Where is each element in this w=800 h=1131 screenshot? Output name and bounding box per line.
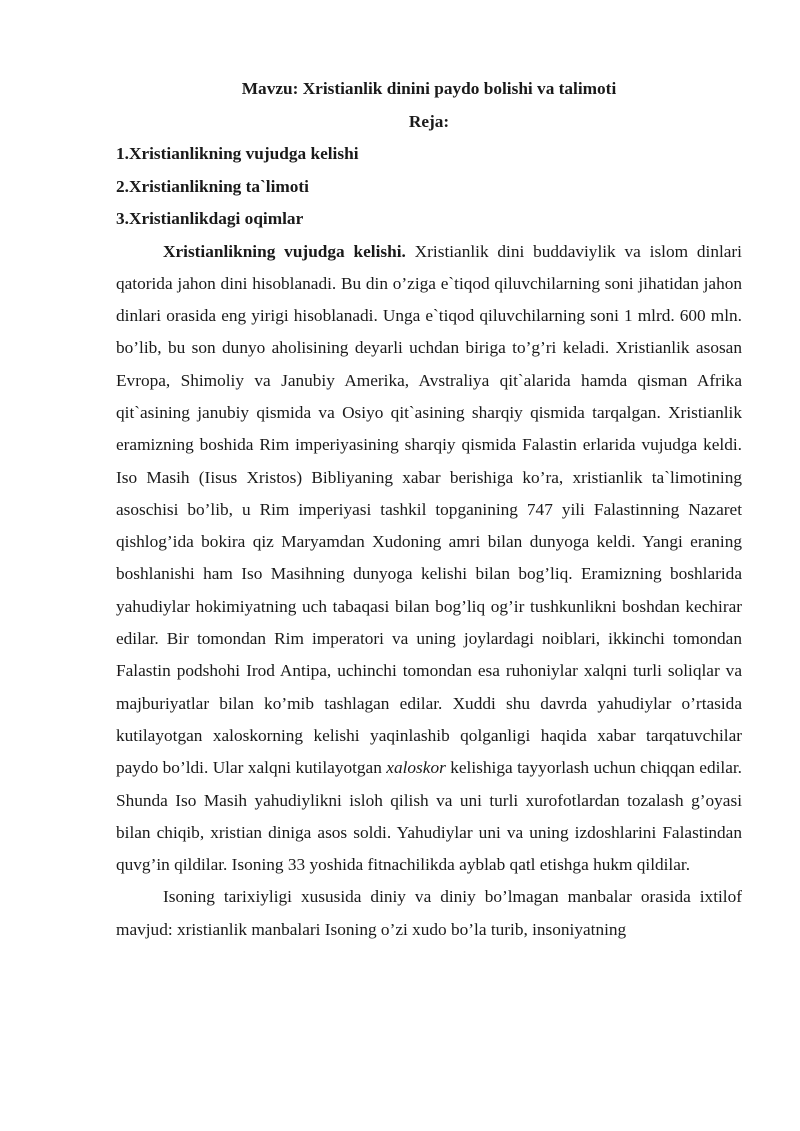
paragraph-text: kelishiga tayyorlash uchun chiqqan edilar. Shunda Iso Masih yahudiylikni isloh qilish va uni turli xurofotlardan tozalash g’oyasi bilan chiqib, xristian diniga asos soldi. Yahudiylar uni va uning izdoshlarini Falastindan quvg’in qildilar. Isoning 33 yoshida fitnachilikda ayblab qatl etishga hukm qildilar. [116,758,742,875]
document-title: Mavzu: Xristianlik dinini paydo bolishi va talimoti [241,79,617,98]
plan-item: 3.Xristianlikdagi oqimlar [116,209,304,228]
document-page [116,72,742,946]
plan-heading: Reja: [408,112,450,131]
plan-item: 2.Xristianlikning ta`limoti [116,176,309,196]
body-paragraph-2: Isoning tarixiyligi xususida diniy va diniy bo’lmagan manbalar orasida ixtilof mavjud: xristianlik manbalari Isoning o’zi xudo bo’la turib, insoniyatning [116,887,742,939]
paragraph-text: Xristianlik dini buddaviylik va islom dinlari qatorida jahon dini hisoblanadi. Bu din o’ziga e`tiqod qiluvchilarning soni jihatidan jahon dinlari orasida eng yirigi hisoblanadi. Unga e`tiqod qiluvchilarning soni 1 mlrd. 600 mln. bo’lib, bu son dunyo aholisining deyarli uchdan biriga to’g’ri keladi. Xristianlik asosan Evropa, Shimoliy va Janubiy Amerika, Avstraliya qit`alarida hamda qisman Afrika qit`asining janubiy qismida va Osiyo qit`asining sharqiy qismida tarqalgan. Xristianlik eramizning boshida Rim imperiyasining sharqiy qismida Falastin erlarida vujudga keldi. Iso Masih (Iisus Xristos) Bibliyaning xabar berishiga ko’ra, xristianlik ta`limotining asoschisi bo’lib, u Rim imperiyasi tashkil topganining 747 yili Falastinning Nazaret qishlog’ida bokira qiz Maryamdan Xudoning amri bilan dunyoga keldi. Yangi eraning boshlanishi ham Iso Masihning dunyoga kelishi bilan bog’liq. Eramizning boshlarida yahudiylar hokimiyatning uch tabaqasi bilan bog’liq og’ir tushkunlikni boshdan kechirar edilar. Bir tomondan Rim imperatori va uning joylardagi noiblari, ikkinchi tomondan Falastin podshohi Irod Antipa, uchinchi tomondan esa ruhoniylar xalqni turli soliqlar va majburiyatlar bilan ko’mib tashlagan edilar. Xuddi shu davrda yahudiylar o’rtasida kutilayotgan xaloskorning kelishi yaqinlashib qolganligi haqida xabar tarqatuvchilar paydo bo’ldi. Ular xalqni kutilayotgan [116,241,742,778]
paragraph-lead: Xristianlikning vujudga kelishi. [163,241,406,261]
plan-item: 1.Xristianlikning vujudga kelishi [116,144,359,163]
plan-list [116,138,742,236]
body-paragraph-1 [116,236,742,882]
emphasis-word: xaloskor [386,758,446,778]
